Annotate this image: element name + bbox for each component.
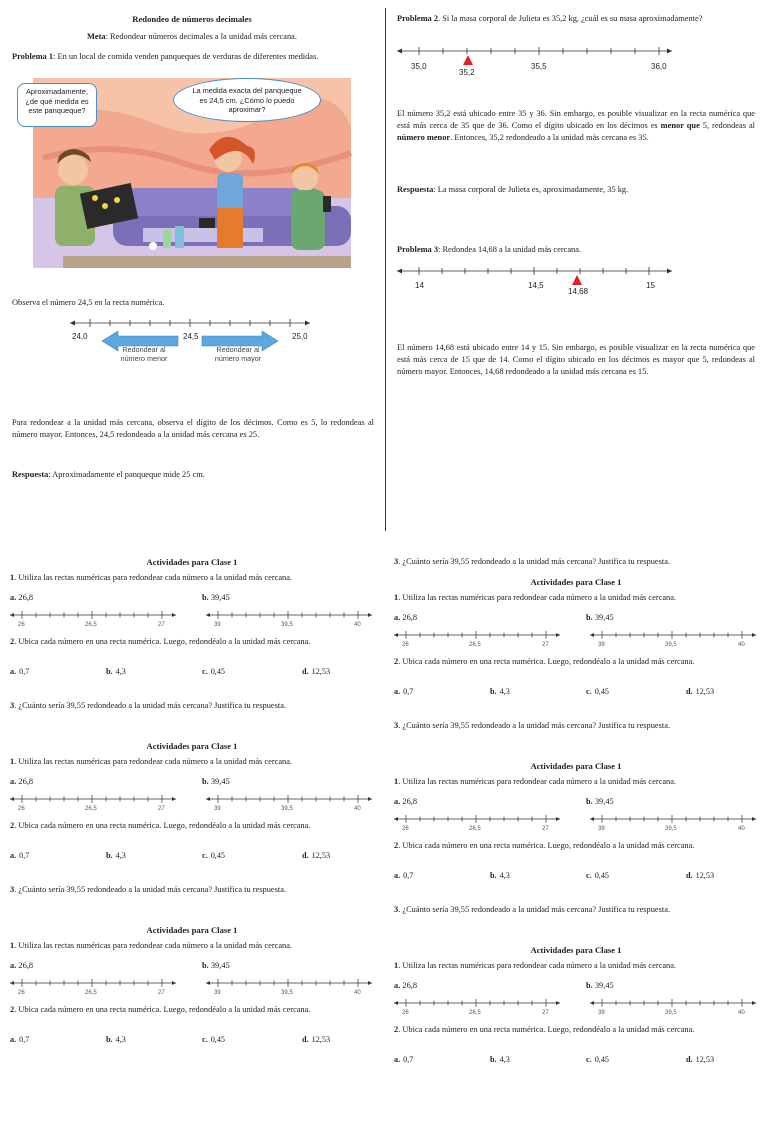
question1-line [10,572,374,584]
axis1-start: 26 [402,826,409,832]
q1-text: . Utiliza las rectas numéricas para redondear cada número a la unidad más cercana. [14,573,293,582]
q2-number: 2 [10,821,15,830]
p2-explain-bold-1: menor que [660,121,700,131]
q2-c-label: c. [202,667,208,676]
axis1-start: 26 [18,806,25,812]
goal-line [12,31,372,43]
q2-option-c [202,850,225,862]
q1-number: 1 [394,777,399,786]
q1-a-label: a. [394,613,401,622]
q1-b-label: b. [586,981,593,990]
q2-b-value: 4,3 [115,667,126,676]
q1-number: 1 [10,573,15,582]
q1-a-label: a. [10,777,17,786]
axis2-mid: 39,5 [281,622,293,628]
q2-c-label: c. [586,687,592,696]
axis2-start: 39 [214,622,221,628]
axis2-start: 39 [598,1010,605,1016]
q2-d-label: d. [302,851,309,860]
q2-c-value: 0,45 [210,667,226,676]
q1-b-value: 39,45 [210,961,230,970]
q1-text: . Utiliza las rectas numéricas para redondear cada número a la unidad más cercana. [14,941,293,950]
q1-number: 1 [394,593,399,602]
activity-block [394,944,758,1124]
q3-number: 3 [10,885,15,894]
q2-number: 2 [394,841,399,850]
q2-c-value: 0,45 [210,851,226,860]
q2-option-c [586,686,609,698]
axis2-mid: 39,5 [665,1010,677,1016]
q1-item-a [394,612,417,624]
q2-a-value: 0,7 [403,1055,414,1064]
q2-option-d [686,686,714,698]
axis2-end: 40 [738,1010,745,1016]
q1-b-label: b. [202,593,209,602]
q1-a-label: a. [10,961,17,970]
q2-c-value: 0,45 [594,687,610,696]
q2-a-value: 0,7 [403,871,414,880]
q1-b-value: 39,45 [210,593,230,602]
p2-tick-36-0: 36,0 [651,62,667,71]
q2-text: . Ubica cada número en una recta numérica. Luego, redondéalo a la unidad más cercana. [398,657,695,666]
arrow-label-round-down: Redondear al número menor [120,345,168,364]
answer1-text: : Aproximadamente el panqueque mide 25 cm. [48,470,205,479]
blank-number-line-26-27 [10,976,178,1000]
q3-text: . ¿Cuánto sería 39,55 redondeado a la unidad más cercana? Justifica tu respuesta. [14,885,287,894]
q2-d-label: d. [302,1035,309,1044]
q2-c-label: c. [586,1055,592,1064]
q2-a-value: 0,7 [403,687,414,696]
q2-option-d [302,666,330,678]
question3-line [394,556,754,568]
axis2-start: 39 [214,990,221,996]
q1-a-label: a. [10,593,17,602]
q2-b-value: 4,3 [499,687,510,696]
axis1-mid: 26,5 [469,1010,481,1016]
q3-number: 3 [394,557,399,566]
line-label-24-0: 24,0 [72,332,88,341]
problem2-explanation [397,108,755,145]
axis1-start: 26 [402,1010,409,1016]
axis1-mid: 26,5 [85,622,97,628]
q2-b-label: b. [490,687,497,696]
p2-explain-bold-2: número menor [397,133,451,143]
question1-line [10,756,374,768]
q2-option-a [10,1034,29,1046]
question2-line [394,1024,758,1036]
answer2-label: Respuesta [397,185,434,194]
question1-line [394,960,758,972]
number-line-14-15 [397,264,677,300]
q2-d-value: 12,53 [311,851,331,860]
q2-b-value: 4,3 [499,1055,510,1064]
q2-option-a [394,686,413,698]
q2-a-label: a. [394,687,401,696]
q2-option-b [490,870,510,882]
q2-option-d [302,1034,330,1046]
axis2-end: 40 [354,622,361,628]
axis2-end: 40 [354,806,361,812]
q2-option-a [394,870,413,882]
q2-d-label: d. [302,667,309,676]
problem1-text: : En un local de comida venden panqueques de verduras de diferentes medidas. [53,52,319,61]
q1-a-value: 26,8 [18,777,34,786]
q2-c-label: c. [586,871,592,880]
q2-b-label: b. [490,1055,497,1064]
number-line-35-36 [397,44,677,80]
q2-a-label: a. [394,871,401,880]
q1-text: . Utiliza las rectas numéricas para redondear cada número a la unidad más cercana. [398,961,677,970]
q2-d-value: 12,53 [311,1035,331,1044]
q1-b-value: 39,45 [594,613,614,622]
axis2-start: 39 [598,826,605,832]
q2-b-label: b. [490,871,497,880]
q2-text: . Ubica cada número en una recta numérica. Luego, redondéalo a la unidad más cercana. [398,1025,695,1034]
q2-number: 2 [10,1005,15,1014]
axis2-start: 39 [598,642,605,648]
axis1-start: 26 [18,990,25,996]
answer2-line [397,184,755,196]
axis2-start: 39 [214,806,221,812]
q2-c-value: 0,45 [210,1035,226,1044]
q2-b-value: 4,3 [115,851,126,860]
axis1-end: 27 [158,622,165,628]
q1-a-value: 26,8 [402,981,418,990]
q3-text: . ¿Cuánto sería 39,55 redondeado a la unidad más cercana? Justifica tu respuesta. [398,721,671,730]
line-label-24-5: 24,5 [183,332,199,341]
q2-b-label: b. [106,851,113,860]
q2-d-label: d. [686,1055,693,1064]
question1-line [10,940,374,952]
q1-text: . Utiliza las rectas numéricas para redondear cada número a la unidad más cercana. [398,593,677,602]
axis1-mid: 26,5 [469,642,481,648]
question3-line [394,904,754,916]
answer1-label: Respuesta [12,470,49,479]
q2-option-c [586,1054,609,1066]
q2-c-label: c. [202,1035,208,1044]
q2-option-a [10,850,29,862]
q1-item-b [202,592,230,604]
blank-number-line-26-27 [394,812,562,836]
q2-a-value: 0,7 [19,667,30,676]
blank-number-line-26-27 [10,792,178,816]
problem3-text: : Redondea 14,68 a la unidad más cercana. [438,245,582,254]
q2-option-b [490,1054,510,1066]
q2-d-value: 12,53 [311,667,331,676]
p3-marker-14-68: 14,68 [568,287,589,296]
answer2-text: : La masa corporal de Julieta es, aproximadamente, 35 kg. [433,185,629,194]
q2-text: . Ubica cada número en una recta numérica. Luego, redondéalo a la unidad más cercana. [14,637,311,646]
question2-line [394,656,758,668]
q1-a-label: a. [394,797,401,806]
q2-a-value: 0,7 [19,851,30,860]
q3-text: . ¿Cuánto sería 39,55 redondeado a la unidad más cercana? Justifica tu respuesta. [14,701,287,710]
activity-title: Actividades para Clase 1 [530,945,622,955]
p2-explain-part-c: 5, redondeas al [699,121,755,131]
q1-a-label: a. [394,981,401,990]
p2-explain-part-a: El número 35,2 está ubicado entre 35 y 36. Sin embargo, es posible visualizar en la recta numérica que está más cerca de 35 que de 36. Como el dígito ubicado en los décimos es [397,109,755,131]
q2-a-label: a. [10,851,17,860]
q2-b-label: b. [106,667,113,676]
goal-label: Meta [87,32,106,41]
q1-text: . Utiliza las rectas numéricas para redondear cada número a la unidad más cercana. [398,777,677,786]
p3-tick-14: 14 [415,281,424,290]
q2-option-c [202,1034,225,1046]
axis1-start: 26 [18,622,25,628]
activity-title: Actividades para Clase 1 [146,557,238,567]
axis2-mid: 39,5 [281,806,293,812]
question3-line [394,720,754,732]
q2-d-label: d. [686,871,693,880]
q1-item-b [586,612,614,624]
q2-number: 2 [394,1025,399,1034]
axis1-mid: 26,5 [85,806,97,812]
q2-option-a [394,1054,413,1066]
q1-number: 1 [10,941,15,950]
q2-b-value: 4,3 [499,871,510,880]
q1-b-value: 39,45 [210,777,230,786]
problem1-statement [12,51,372,63]
q2-text: . Ubica cada número en una recta numérica. Luego, redondéalo a la unidad más cercana. [398,841,695,850]
activity-block [10,924,374,1104]
speech-bubble-left: Aproximadamente, ¿de qué medida es este panqueque? [17,83,97,127]
q1-item-a [394,796,417,808]
axis1-end: 27 [158,806,165,812]
q1-item-a [394,980,417,992]
question2-line [10,820,374,832]
p2-marker-35-2: 35,2 [459,68,475,77]
q1-item-b [202,960,230,972]
q1-b-value: 39,45 [594,981,614,990]
problem1-label: Problema 1 [12,52,54,61]
blank-number-line-39-40 [206,976,374,1000]
axis2-end: 40 [738,642,745,648]
p3-tick-15: 15 [646,281,655,290]
q1-b-value: 39,45 [594,797,614,806]
q1-b-label: b. [586,797,593,806]
q1-item-a [10,960,33,972]
p3-tick-14-5: 14,5 [528,281,544,290]
axis1-end: 27 [542,1010,549,1016]
question2-line [10,636,374,648]
q2-a-label: a. [10,667,17,676]
axis2-end: 40 [354,990,361,996]
q2-c-value: 0,45 [594,871,610,880]
q1-a-value: 26,8 [402,797,418,806]
question1-line [394,592,758,604]
problem2-label: Problema 2 [397,14,439,23]
q1-item-a [10,592,33,604]
q2-b-label: b. [106,1035,113,1044]
column-divider [385,8,386,531]
q2-text: . Ubica cada número en una recta numérica. Luego, redondéalo a la unidad más cercana. [14,1005,311,1014]
blank-number-line-26-27 [394,996,562,1020]
axis1-end: 27 [158,990,165,996]
p2-explain-part-d: . Entonces, 35,2 redondeado a la unidad más cercana es 35. [450,133,649,143]
q2-option-d [302,850,330,862]
q1-item-b [202,776,230,788]
problem2-text: . Si la masa corporal de Julieta es 35,2 kg, ¿cuál es su masa aproximadamente? [438,14,703,23]
q2-option-b [106,666,126,678]
q2-number: 2 [10,637,15,646]
q2-d-label: d. [686,687,693,696]
axis2-mid: 39,5 [665,826,677,832]
q3-number: 3 [10,701,15,710]
observe-text: Observa el número 24,5 en la recta numérica. [12,298,165,307]
activity-title: Actividades para Clase 1 [530,577,622,587]
q1-item-b [586,796,614,808]
problem3-label: Problema 3 [397,245,439,254]
question3-line [10,700,370,712]
problem3-statement [397,244,755,256]
blank-number-line-39-40 [206,608,374,632]
q2-d-value: 12,53 [695,1055,715,1064]
q2-c-value: 0,45 [594,1055,610,1064]
q1-b-label: b. [202,777,209,786]
problem2-statement [397,13,755,25]
p2-tick-35-5: 35,5 [531,62,547,71]
question1-line [394,776,758,788]
q2-option-c [586,870,609,882]
q1-b-label: b. [202,961,209,970]
comic-illustration [25,78,351,268]
q3-number: 3 [394,905,399,914]
page-heading: Redondeo de números decimales [132,14,252,24]
q2-d-value: 12,53 [695,687,715,696]
blank-number-line-26-27 [394,628,562,652]
q3-text: . ¿Cuánto sería 39,55 redondeado a la unidad más cercana? Justifica tu respuesta. [398,557,671,566]
axis1-start: 26 [402,642,409,648]
q2-number: 2 [394,657,399,666]
p2-tick-35-0: 35,0 [411,62,427,71]
q2-text: . Ubica cada número en una recta numérica. Luego, redondéalo a la unidad más cercana. [14,821,311,830]
goal-text: : Redondear números decimales a la unidad más cercana. [105,32,297,41]
problem3-explanation: El número 14,68 está ubicado entre 14 y 15. Sin embargo, es posible visualizar en la recta numérica que está más cerca de 15 que de 14. Como el dígito ubicado en los décimos es mayor que 5, redondeas al número mayor. Entonces, 14,68 redondeado a la unidad más cercana es 15. [397,343,755,377]
q1-item-a [10,776,33,788]
number-line-24-25 [60,315,325,375]
axis2-end: 40 [738,826,745,832]
axis1-mid: 26,5 [85,990,97,996]
q2-a-label: a. [10,1035,17,1044]
q1-item-b [586,980,614,992]
rounding-explanation: Para redondear a la unidad más cercana, observa el dígito de los décimos. Como es 5, lo redondeas al número mayor. Entonces, 24,5 redondeado a la unidad más cercana es 25. [12,418,374,440]
activity-title: Actividades para Clase 1 [530,761,622,771]
thought-bubble-right: La medida exacta del panqueque es 24,5 cm. ¿Cómo lo puedo aproximar? [173,78,321,122]
q2-option-a [10,666,29,678]
q1-a-value: 26,8 [18,593,34,602]
question2-line [10,1004,374,1016]
arrow-label-round-up: Redondear al número mayor [214,345,262,364]
q2-option-c [202,666,225,678]
q1-number: 1 [394,961,399,970]
q2-option-d [686,870,714,882]
blank-number-line-39-40 [590,996,758,1020]
axis1-mid: 26,5 [469,826,481,832]
q2-b-value: 4,3 [115,1035,126,1044]
axis1-end: 27 [542,826,549,832]
activity-title: Actividades para Clase 1 [146,741,238,751]
q2-c-label: c. [202,851,208,860]
q2-option-b [490,686,510,698]
line-label-25-0: 25,0 [292,332,308,341]
q1-text: . Utiliza las rectas numéricas para redondear cada número a la unidad más cercana. [14,757,293,766]
q1-a-value: 26,8 [402,613,418,622]
blank-number-line-39-40 [590,812,758,836]
axis2-mid: 39,5 [665,642,677,648]
q2-option-d [686,1054,714,1066]
q2-option-b [106,850,126,862]
q3-text: . ¿Cuánto sería 39,55 redondeado a la unidad más cercana? Justifica tu respuesta. [398,905,671,914]
q2-a-label: a. [394,1055,401,1064]
blank-number-line-39-40 [206,792,374,816]
blank-number-line-39-40 [590,628,758,652]
answer1-line [12,469,372,481]
q3-number: 3 [394,721,399,730]
q1-b-label: b. [586,613,593,622]
axis1-end: 27 [542,642,549,648]
q2-d-value: 12,53 [695,871,715,880]
q1-a-value: 26,8 [18,961,34,970]
q2-a-value: 0,7 [19,1035,30,1044]
question2-line [394,840,758,852]
blank-number-line-26-27 [10,608,178,632]
q2-option-b [106,1034,126,1046]
question3-line [10,884,370,896]
activity-title: Actividades para Clase 1 [146,925,238,935]
axis2-mid: 39,5 [281,990,293,996]
q1-number: 1 [10,757,15,766]
